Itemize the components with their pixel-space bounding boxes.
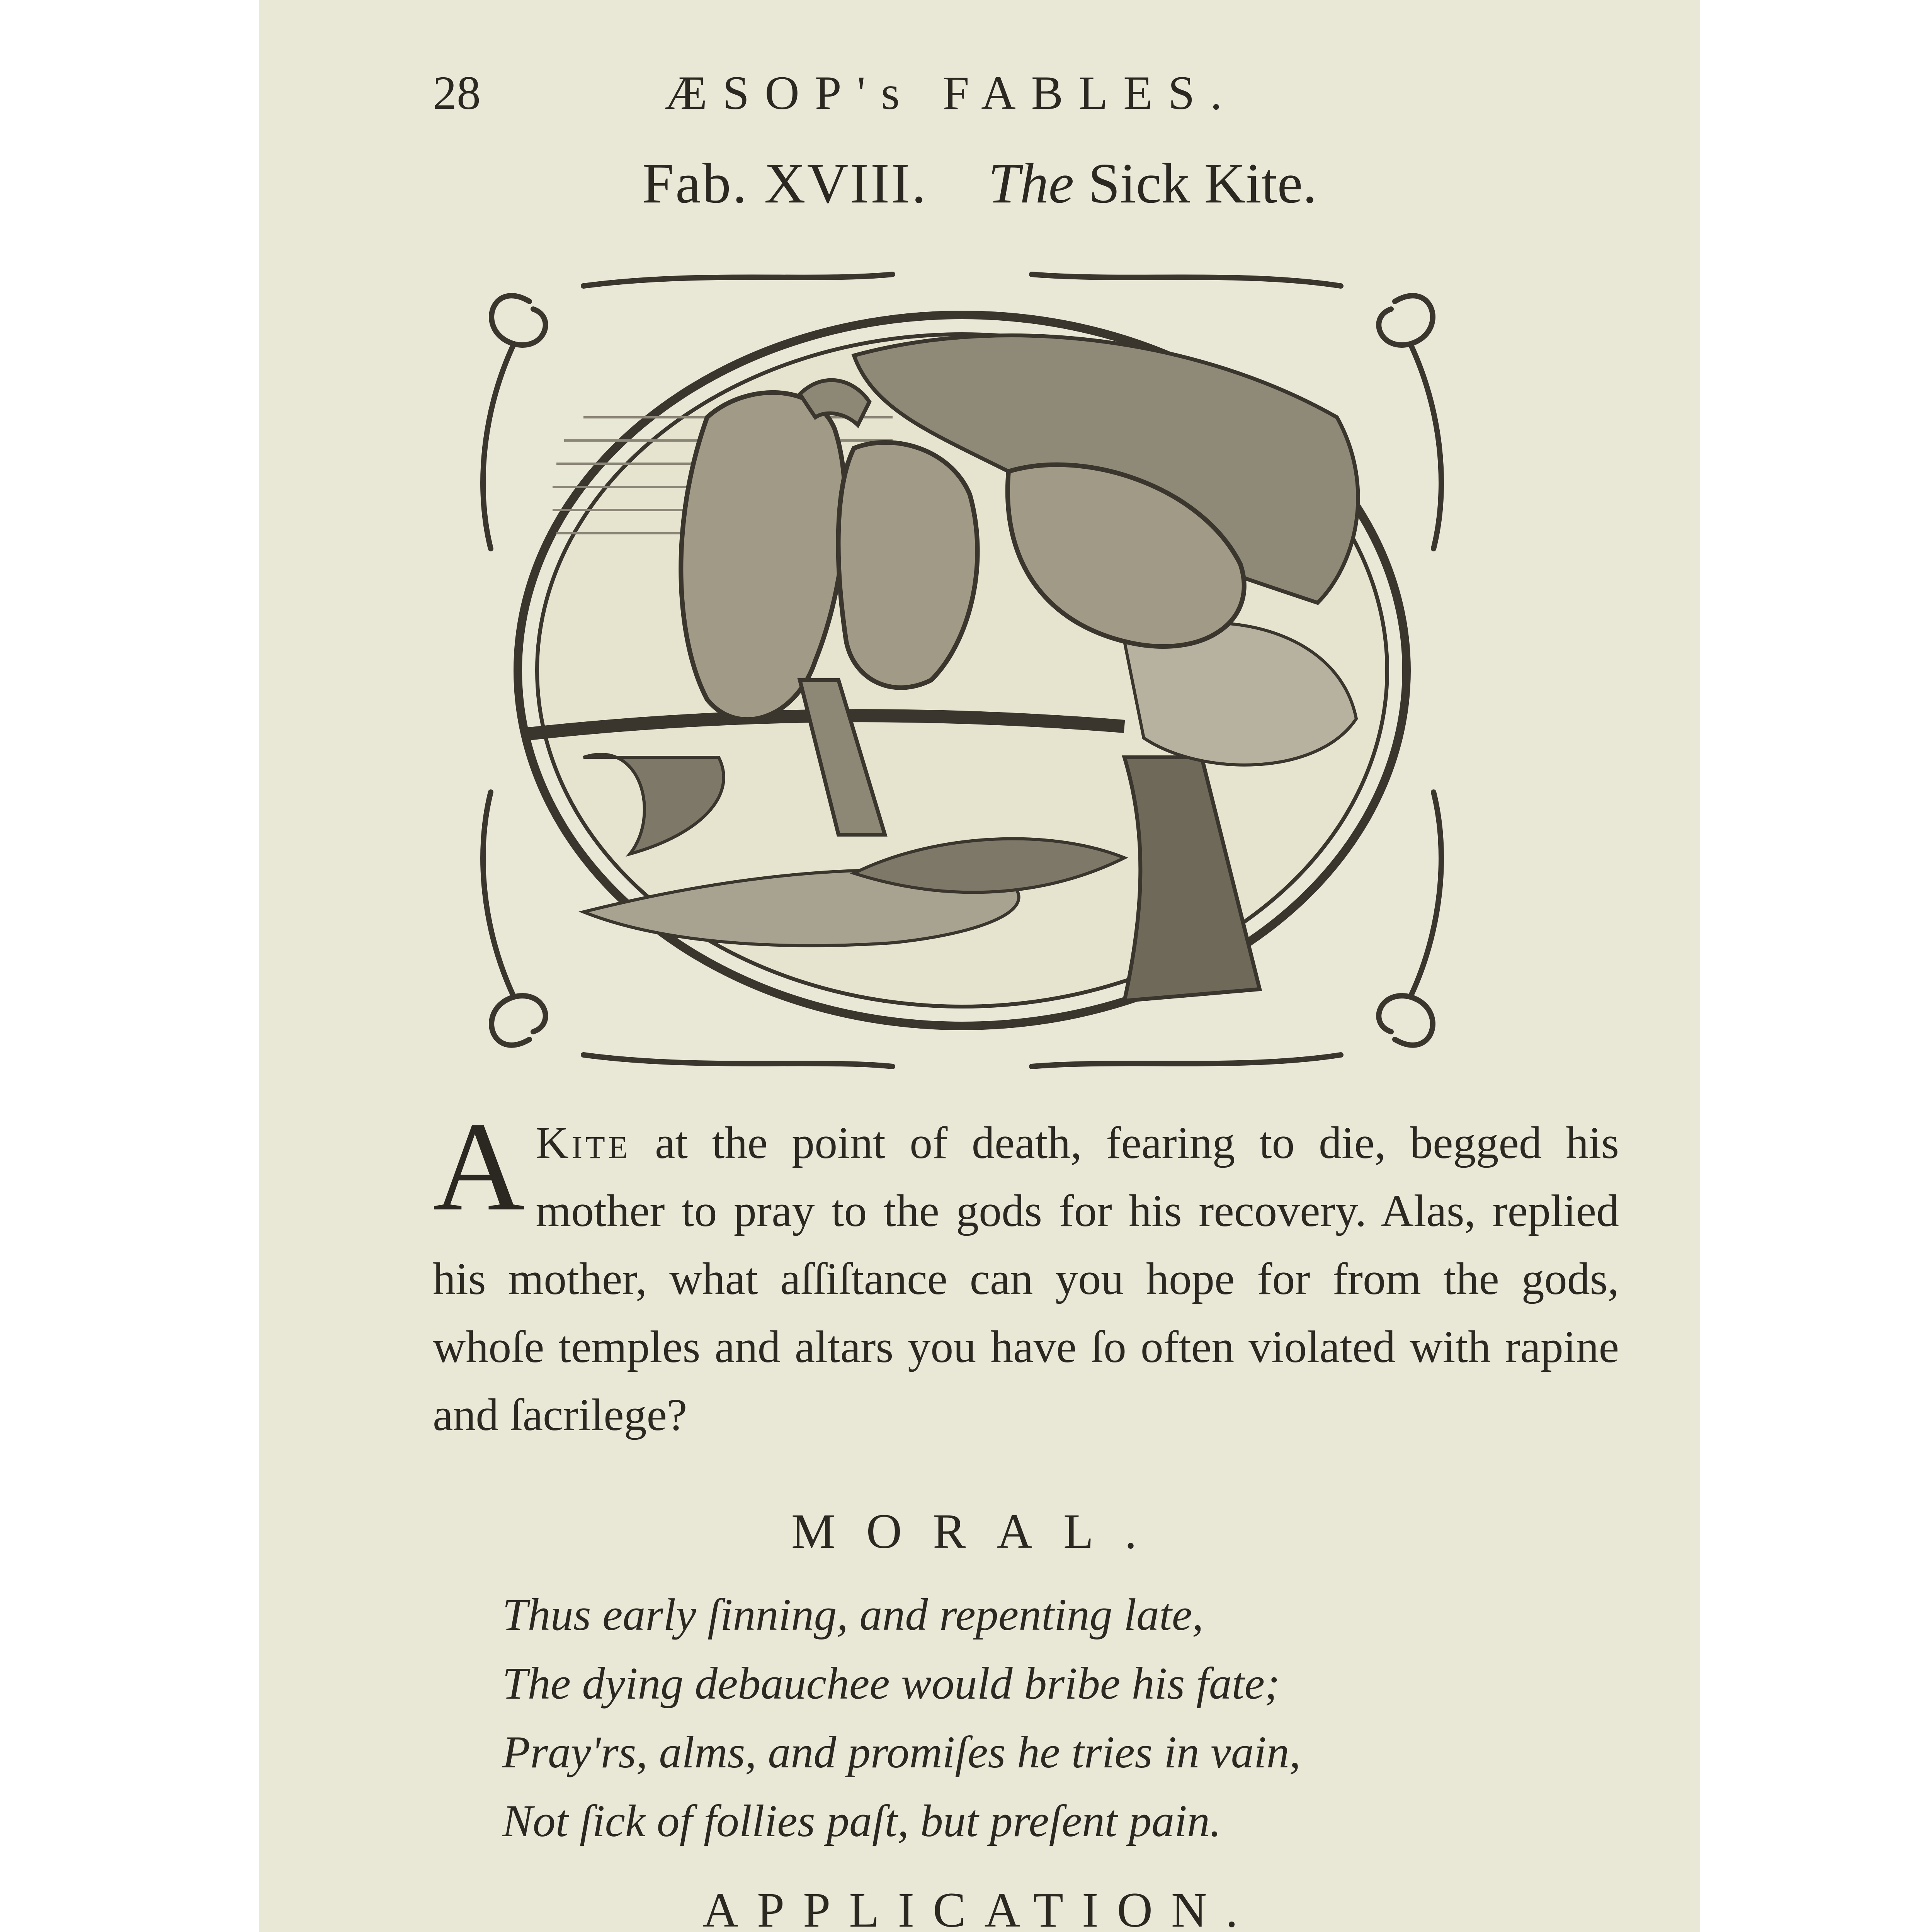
moral-verse-line: Pray'rs, alms, and promiſes he tries in vain, — [502, 1727, 1301, 1777]
application-heading: APPLICATION. — [702, 1883, 1257, 1932]
fable-text — [433, 1096, 1619, 1449]
moral-verse — [502, 1580, 1642, 1855]
ornament-scroll-bottom-right — [1379, 996, 1433, 1045]
ornament-scroll-bottom-left — [492, 996, 546, 1045]
moral-verse-line: Not ſick of follies paſt, but preſent pain. — [502, 1796, 1221, 1846]
ornament-bottom-flourish-left — [583, 1055, 893, 1066]
drop-cap: A — [433, 1096, 525, 1237]
ornament-scroll-top-right — [1379, 296, 1433, 345]
moral-verse-line: Thus early ſinning, and repenting late, — [502, 1589, 1204, 1640]
fable-text-body: at the point of death, fearing to die, begged his mother to pray to the gods for his recovery. Alas, replied his mother, what aſſiſtance can you hope for from the gods, whoſe temples and altars you have ſo often violated with rapine and ſacrilege? — [433, 1117, 1619, 1440]
ornament-top-flourish-right — [1032, 274, 1341, 286]
ornament-scroll-right-upper — [1410, 344, 1441, 549]
fable-first-word: Kite — [536, 1117, 631, 1168]
ornament-scroll-left-lower — [483, 792, 514, 997]
book-title: ÆSOP's FABLES. — [665, 66, 1238, 119]
book-page — [259, 0, 1700, 1932]
ornament-top-flourish-left — [583, 274, 893, 286]
kite-engraving-illustration — [468, 255, 1457, 1086]
fable-number: Fab. XVIII. — [642, 152, 928, 215]
fable-title: The Sick Kite. — [988, 152, 1317, 215]
page-number: 28 — [433, 66, 481, 119]
fable-heading — [259, 151, 1700, 216]
moral-heading: MORAL. — [791, 1504, 1168, 1559]
ornament-scroll-right-lower — [1410, 792, 1441, 997]
ornament-scroll-left-upper — [483, 344, 514, 549]
ornament-scroll-top-left — [492, 296, 546, 345]
ornament-bottom-flourish-right — [1032, 1055, 1341, 1066]
moral-verse-line: The dying debauchee would bribe his fate; — [502, 1658, 1280, 1709]
running-head — [433, 66, 1631, 135]
